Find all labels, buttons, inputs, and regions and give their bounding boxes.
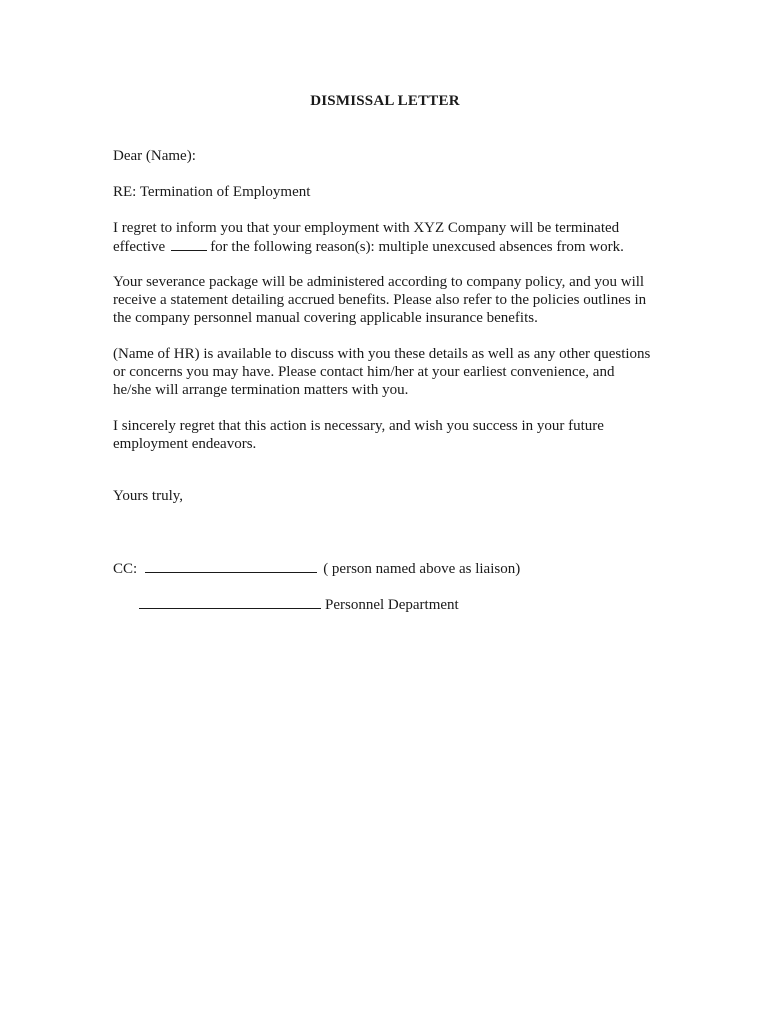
salutation: Dear (Name): bbox=[113, 148, 196, 164]
effective-label: effective bbox=[113, 239, 166, 255]
paragraph-3-line-2: or concerns you may have. Please contact him/her at your earliest convenience, and bbox=[113, 364, 615, 380]
paragraph-1-line-1: I regret to inform you that your employment with XYZ Company will be terminated bbox=[113, 220, 620, 236]
paragraph-3-line-3: he/she will arrange termination matters with you. bbox=[113, 382, 409, 398]
cc-note: ( person named above as liaison) bbox=[323, 561, 521, 577]
paragraph-2-line-1: Your severance package will be administered according to company policy, and you will bbox=[113, 274, 645, 290]
paragraph-3-line-1: (Name of HR) is available to discuss with you these details as well as any other questions bbox=[113, 346, 651, 362]
paragraph-2-line-2: receive a statement detailing accrued benefits. Please also refer to the policies outlines in bbox=[113, 292, 647, 308]
letter-title: DISMISSAL LETTER bbox=[310, 93, 460, 109]
personnel-signature-blank[interactable] bbox=[139, 595, 321, 609]
personnel-department-label: Personnel Department bbox=[325, 597, 459, 613]
reason-text: for the following reason(s): multiple unexcused absences from work. bbox=[210, 239, 624, 255]
cc-line bbox=[113, 559, 520, 578]
paragraph-4-line-2: employment endeavors. bbox=[113, 436, 257, 452]
cc-name-blank[interactable] bbox=[145, 559, 317, 573]
closing: Yours truly, bbox=[113, 488, 184, 504]
paragraph-4-line-1: I sincerely regret that this action is necessary, and wish you success in your future bbox=[113, 418, 604, 434]
personnel-line bbox=[139, 595, 459, 614]
paragraph-1-line-2 bbox=[113, 237, 624, 256]
paragraph-2-line-3: the company personnel manual covering applicable insurance benefits. bbox=[113, 310, 538, 326]
subject-line: RE: Termination of Employment bbox=[113, 184, 311, 200]
cc-label: CC: bbox=[113, 561, 138, 577]
effective-date-blank[interactable] bbox=[171, 237, 207, 251]
